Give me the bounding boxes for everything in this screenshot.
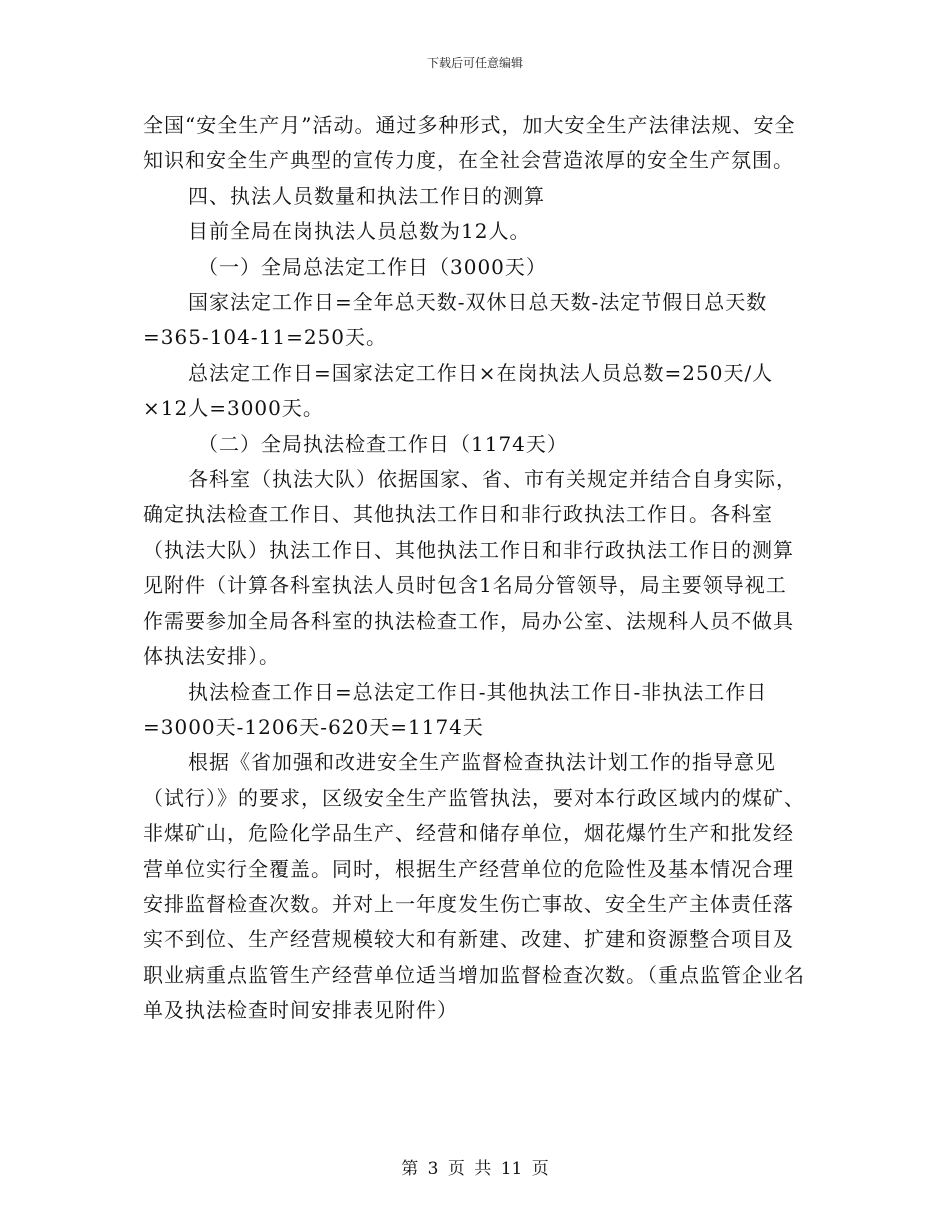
- subsection-heading-2: （二）全局执法检查工作日（1174天）: [198, 431, 568, 456]
- document-body: [143, 108, 807, 1029]
- paragraph-safety-month: 全国“安全生产月”活动。通过多种形式，加大安全生产法律法规、安全知识和安全生产典型的宣传力度，在全社会营造浓厚的安全生产氛围。: [143, 113, 796, 173]
- section-heading-4: 四、执法人员数量和执法工作日的测算: [188, 183, 545, 208]
- paragraph-staff-count: 目前全局在岗执法人员总数为12人。: [188, 219, 531, 244]
- formula-national-workdays-line2: =365-104-11=250天。: [143, 325, 388, 350]
- page-number-footer: 第 3 页 共 11 页: [401, 1159, 549, 1179]
- formula-total-workdays-line2: ×12人=3000天。: [143, 396, 324, 421]
- formula-inspection-workdays-line2: =3000天-1206天-620天=1174天: [143, 714, 484, 739]
- formula-inspection-workdays-line1: 执法检查工作日=总法定工作日-其他执法工作日-非执法工作日: [188, 679, 768, 704]
- paragraph-department-workdays: 各科室（执法大队）依据国家、省、市有关规定并结合自身实际，确定执法检查工作日、其他执法工作日和非行政执法工作日。各科室（执法大队）执法工作日、其他执法工作日和非行政执法工作日的测算见附件（计算各科室执法人员时包含1名局分管领导，局主要领导视工作需要参加全局各科室的执法检查工作，局办公室、法规科人员不做具体执法安排）。: [143, 467, 797, 669]
- formula-total-workdays-line1: 总法定工作日=国家法定工作日×在岗执法人员总数=250天/人: [188, 360, 774, 385]
- subsection-heading-1: （一）全局总法定工作日（3000天）: [198, 254, 547, 279]
- paragraph-inspection-coverage: 根据《省加强和改进安全生产监督检查执法计划工作的指导意见（试行）》的要求，区级安全生产监管执法，要对本行政区域内的煤矿、非煤矿山，危险化学品生产、经营和储存单位，烟花爆竹生产和批发经营单位实行全覆盖。同时，根据生产经营单位的危险性及基本情况合理安排监督检查次数。并对上一年度发生伤亡事故、安全生产主体责任落实不到位、生产经营规模较大和有新建、改建、扩建和资源整合项目及职业病重点监管生产经营单位适当增加监督检查次数。（重点监管企业名单及执法检查时间安排表见附件）: [143, 750, 805, 1023]
- page-header-note: 下载后可任意编辑: [426, 56, 523, 70]
- formula-national-workdays-line1: 国家法定工作日=全年总天数-双休日总天数-法定节假日总天数: [188, 290, 768, 315]
